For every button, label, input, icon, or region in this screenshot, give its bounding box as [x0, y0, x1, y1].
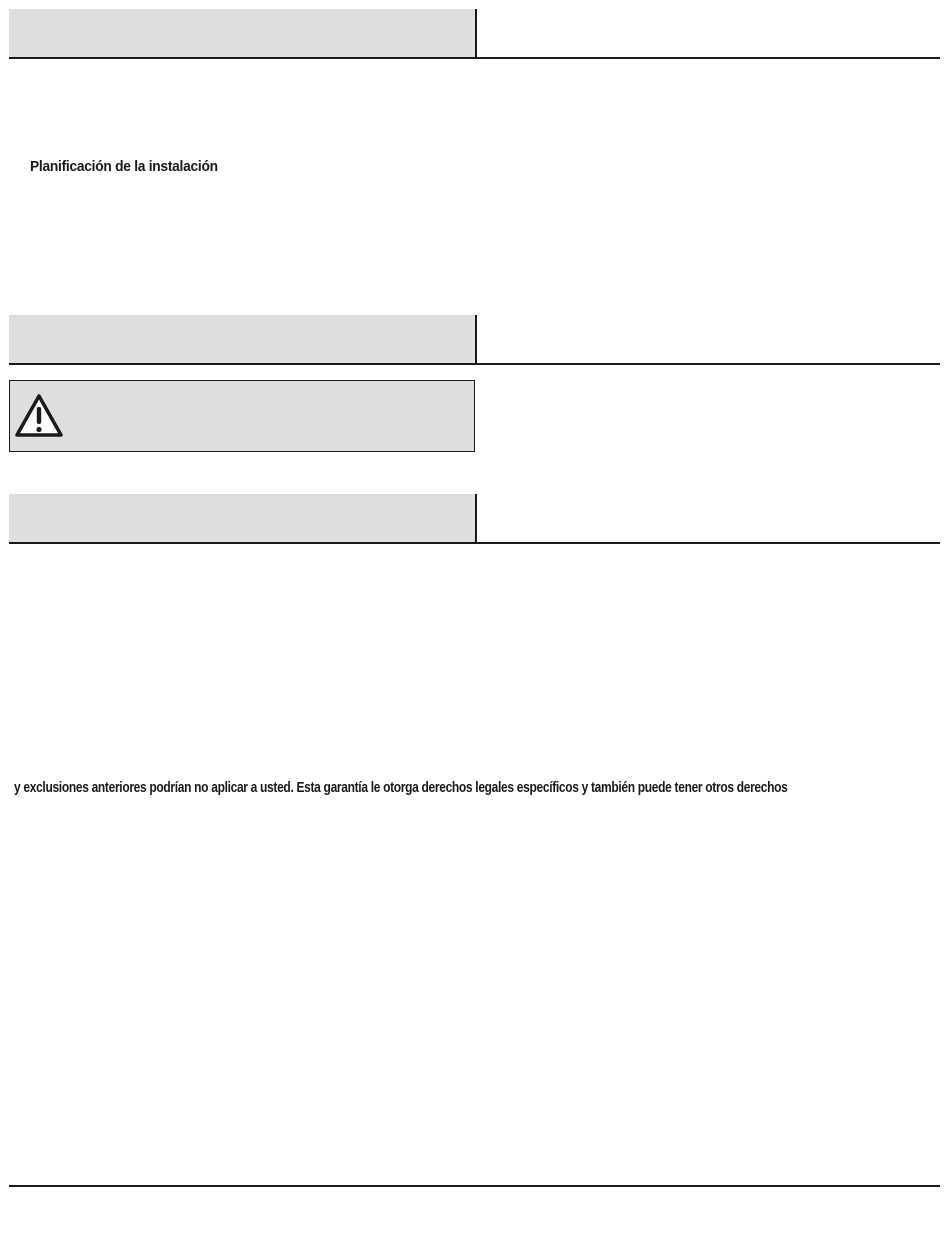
warning-box	[9, 380, 475, 452]
warning-triangle-icon	[14, 393, 64, 439]
section-header-3	[9, 494, 940, 544]
section-header-2	[9, 315, 940, 365]
section-header-3-shade	[9, 494, 477, 542]
section-header-1	[9, 9, 940, 59]
installation-planning-heading: Planificación de la instalación	[30, 158, 218, 175]
warranty-text-line: y exclusiones anteriores podrían no aplicar a usted. Esta garantía le otorga derechos legales específicos y también puede tener otros derechos	[14, 779, 788, 796]
footer-rule	[9, 1185, 940, 1187]
section-header-2-shade	[9, 315, 477, 363]
section-header-1-shade	[9, 9, 477, 57]
